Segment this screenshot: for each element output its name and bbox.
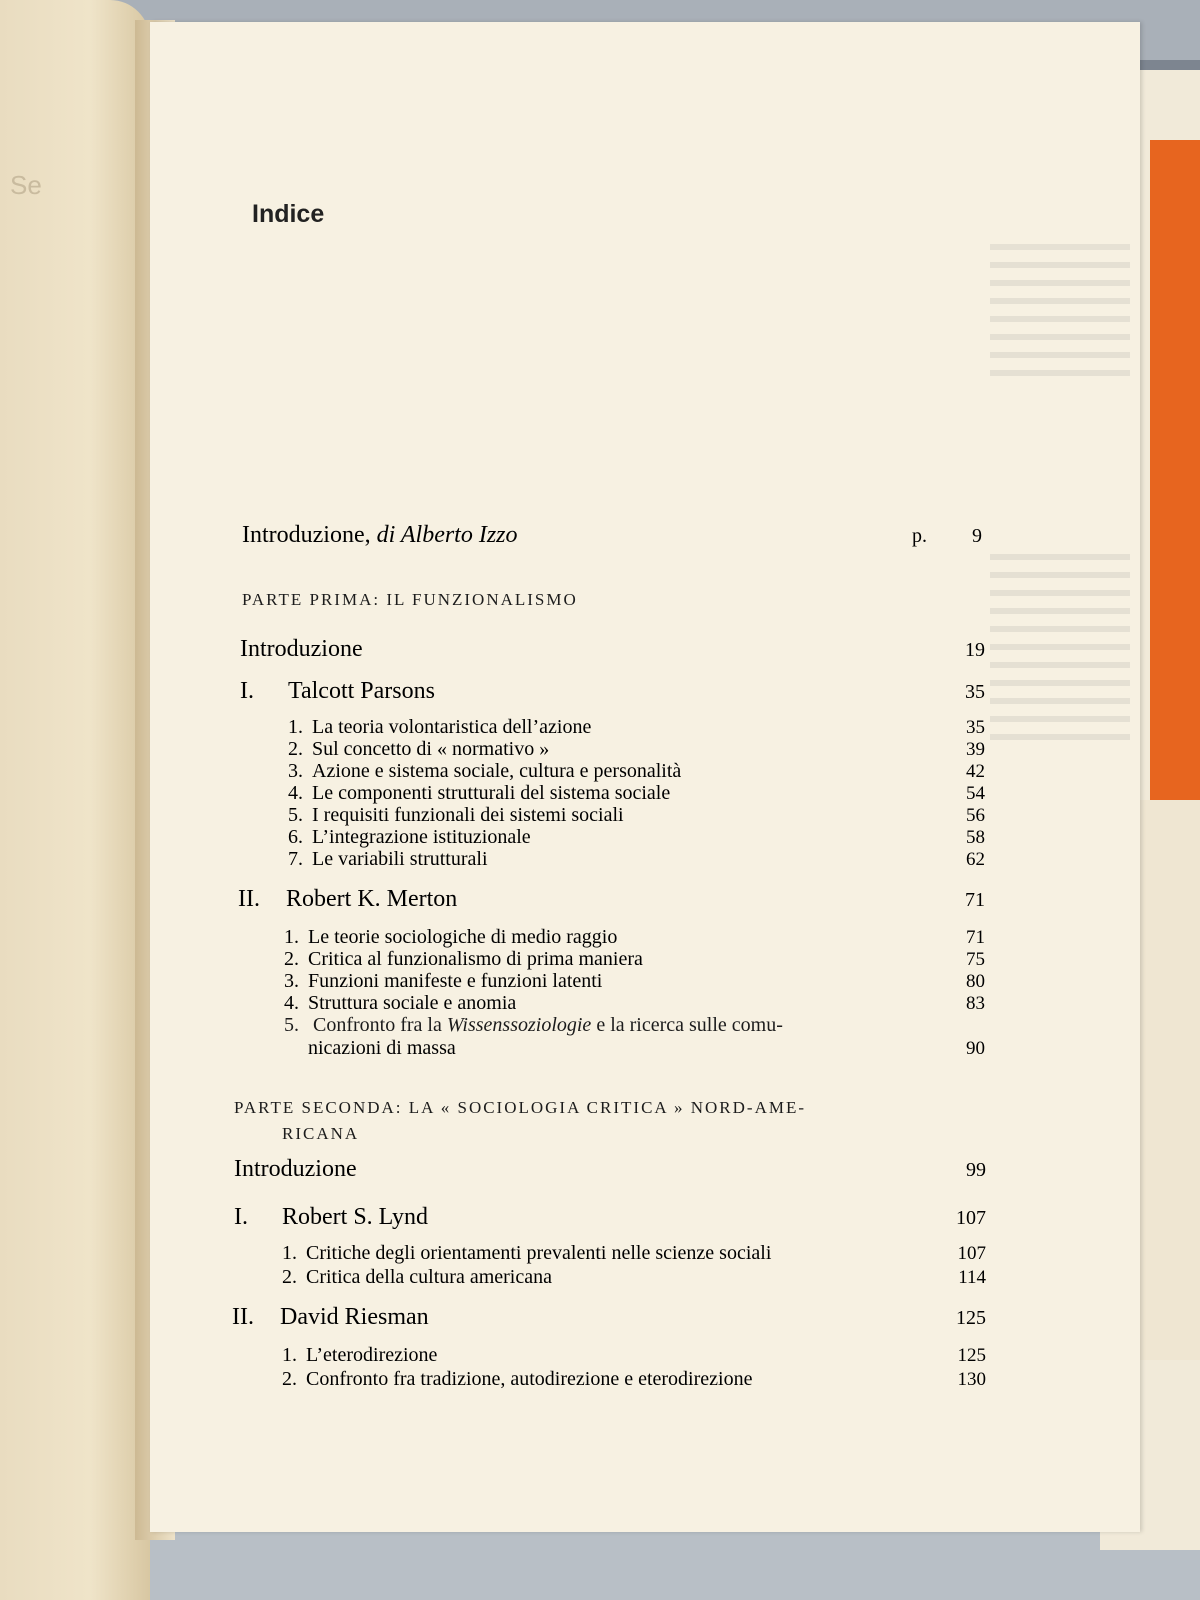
- section-page: 71: [966, 927, 985, 948]
- section-page: 54: [966, 783, 985, 804]
- section-label: [284, 992, 516, 1015]
- section-title: Le variabili strutturali: [312, 848, 488, 870]
- section-label: [288, 804, 624, 827]
- section-number: 7.: [288, 848, 303, 870]
- page-title: Indice: [252, 200, 325, 228]
- section-label: [284, 970, 602, 993]
- section-page: 83: [966, 993, 985, 1014]
- section-label: [288, 782, 670, 805]
- section-title: I requisiti funzionali dei sistemi sociali: [312, 804, 624, 826]
- section-label: [288, 848, 488, 871]
- toc-section-row: [288, 826, 985, 849]
- chapter-page: 71: [965, 889, 985, 911]
- toc-section-row: [282, 1266, 986, 1289]
- section-page: 125: [957, 1345, 986, 1366]
- part-heading: PARTE SECONDA: LA « SOCIOLOGIA CRITICA » NORD-AME-: [234, 1098, 807, 1117]
- section-page: 62: [966, 849, 985, 870]
- chapter-row: [234, 1204, 986, 1231]
- toc-section-row: [288, 738, 985, 761]
- section-page: 130: [957, 1369, 986, 1390]
- section-label: [282, 1242, 771, 1265]
- section-number: 2.: [288, 738, 303, 760]
- show-through-text-lower: [990, 542, 1130, 822]
- toc-section-row: [284, 926, 985, 949]
- section-label: [284, 948, 643, 971]
- section-page: 80: [966, 971, 985, 992]
- toc-section-row: [282, 1242, 986, 1265]
- section-number: 2.: [284, 948, 299, 970]
- toc-section-row: [288, 804, 985, 827]
- section-title: Critiche degli orientamenti prevalenti nelle scienze sociali: [306, 1242, 772, 1264]
- chapter-row: [240, 678, 985, 705]
- section-number: 3.: [288, 760, 303, 782]
- section-number: 4.: [284, 992, 299, 1014]
- toc-section-row: [288, 848, 985, 871]
- section-page: 56: [966, 805, 985, 826]
- toc-section-row: [282, 1368, 986, 1391]
- toc-row: [240, 636, 985, 663]
- left-book-page: [0, 0, 150, 1600]
- section-page: 114: [958, 1267, 986, 1288]
- toc-section-row: [284, 992, 985, 1015]
- section-number: 2.: [282, 1266, 297, 1288]
- section-page: 58: [966, 827, 985, 848]
- chapter-page: 125: [956, 1307, 986, 1329]
- chapter-number: I.: [234, 1204, 248, 1230]
- page-number: 9: [972, 525, 982, 547]
- chapter-title: David Riesman: [280, 1304, 429, 1330]
- section-label: [282, 1368, 752, 1391]
- section-number: 5.: [284, 1014, 299, 1036]
- chapter-number: II.: [232, 1304, 254, 1330]
- section-title-part: e la ricerca sulle comu-: [596, 1014, 783, 1036]
- section-title: Funzioni manifeste e funzioni latenti: [308, 970, 603, 992]
- toc-intro-row: [242, 522, 982, 549]
- section-title: Struttura sociale e anomia: [308, 992, 517, 1014]
- section-number: 1.: [284, 926, 299, 948]
- section-page: 35: [966, 717, 985, 738]
- section-title: L’eterodirezione: [306, 1344, 438, 1366]
- section-title: Confronto fra tradizione, autodirezione e eterodirezione: [306, 1368, 753, 1390]
- orange-book-cover: [1150, 140, 1200, 800]
- chapter-title: Robert K. Merton: [286, 886, 458, 912]
- section-number: 5.: [288, 804, 303, 826]
- toc-section-row: [282, 1344, 986, 1367]
- section-number: 1.: [282, 1242, 297, 1264]
- chapter-row: [238, 886, 985, 913]
- toc-intro-text: Introduzione,: [242, 522, 371, 548]
- section-label: [282, 1266, 552, 1289]
- section-title: Azione e sistema sociale, cultura e personalità: [312, 760, 682, 782]
- chapter-number: I.: [240, 678, 254, 704]
- toc-page: 19: [965, 639, 985, 661]
- section-title: La teoria volontaristica dell’azione: [312, 716, 592, 738]
- section-label: [282, 1344, 437, 1367]
- toc-intro-page: [912, 525, 982, 548]
- section-page: 42: [966, 761, 985, 782]
- show-through-text: [990, 232, 1130, 432]
- toc-section-row: [284, 1014, 783, 1037]
- section-label: [288, 738, 549, 761]
- chapter-title: Robert S. Lynd: [282, 1204, 429, 1230]
- section-title: Critica della cultura americana: [306, 1266, 552, 1288]
- part-heading-continued: RICANA: [282, 1124, 360, 1143]
- toc-section-row: [288, 760, 985, 783]
- section-label: [288, 716, 591, 739]
- toc-label: Introduzione: [240, 636, 363, 662]
- toc-section-row: [284, 948, 985, 971]
- section-number: 1.: [288, 716, 303, 738]
- toc-section-row: [284, 970, 985, 993]
- toc-intro-label: [242, 522, 518, 549]
- section-label: [284, 926, 617, 949]
- section-page: 75: [966, 949, 985, 970]
- section-number: 1.: [282, 1344, 297, 1366]
- chapter-number: II.: [238, 886, 260, 912]
- section-title: L’integrazione istituzionale: [312, 826, 531, 848]
- toc-section-row: [288, 782, 985, 805]
- section-title: Le teorie sociologiche di medio raggio: [308, 926, 618, 948]
- chapter-page: 35: [965, 681, 985, 703]
- section-label: [288, 760, 681, 783]
- page-prefix: p.: [912, 525, 927, 547]
- chapter-row: [232, 1304, 986, 1331]
- section-number: 2.: [282, 1368, 297, 1390]
- toc-row: [234, 1156, 986, 1183]
- section-number: 3.: [284, 970, 299, 992]
- section-title-part: nicazioni di massa: [308, 1037, 456, 1059]
- section-page: 39: [966, 739, 985, 760]
- back-book-page-lower: [1130, 800, 1200, 1360]
- section-title-italic: Wissenssoziologie: [446, 1014, 592, 1036]
- toc-label: Introduzione: [234, 1156, 357, 1182]
- toc-intro-author: di Alberto Izzo: [376, 522, 518, 548]
- chapter-title: Talcott Parsons: [288, 678, 435, 704]
- toc-section-row-continued: [308, 1037, 985, 1060]
- section-page: 107: [957, 1243, 986, 1264]
- section-title: Le componenti strutturali del sistema sociale: [312, 782, 671, 804]
- chapter-page: 107: [956, 1207, 986, 1229]
- left-page-bleed: Se: [10, 170, 42, 200]
- section-title: Critica al funzionalismo di prima maniera: [308, 948, 643, 970]
- toc-section-row: [288, 716, 985, 739]
- section-page: 90: [966, 1038, 985, 1059]
- section-label: [288, 826, 531, 849]
- section-number: 6.: [288, 826, 303, 848]
- section-title-part: Confronto fra la: [313, 1014, 442, 1036]
- section-title: Sul concetto di « normativo »: [312, 738, 550, 760]
- toc-page: 99: [966, 1159, 986, 1181]
- section-number: 4.: [288, 782, 303, 804]
- part-heading: PARTE PRIMA: IL FUNZIONALISMO: [242, 590, 578, 609]
